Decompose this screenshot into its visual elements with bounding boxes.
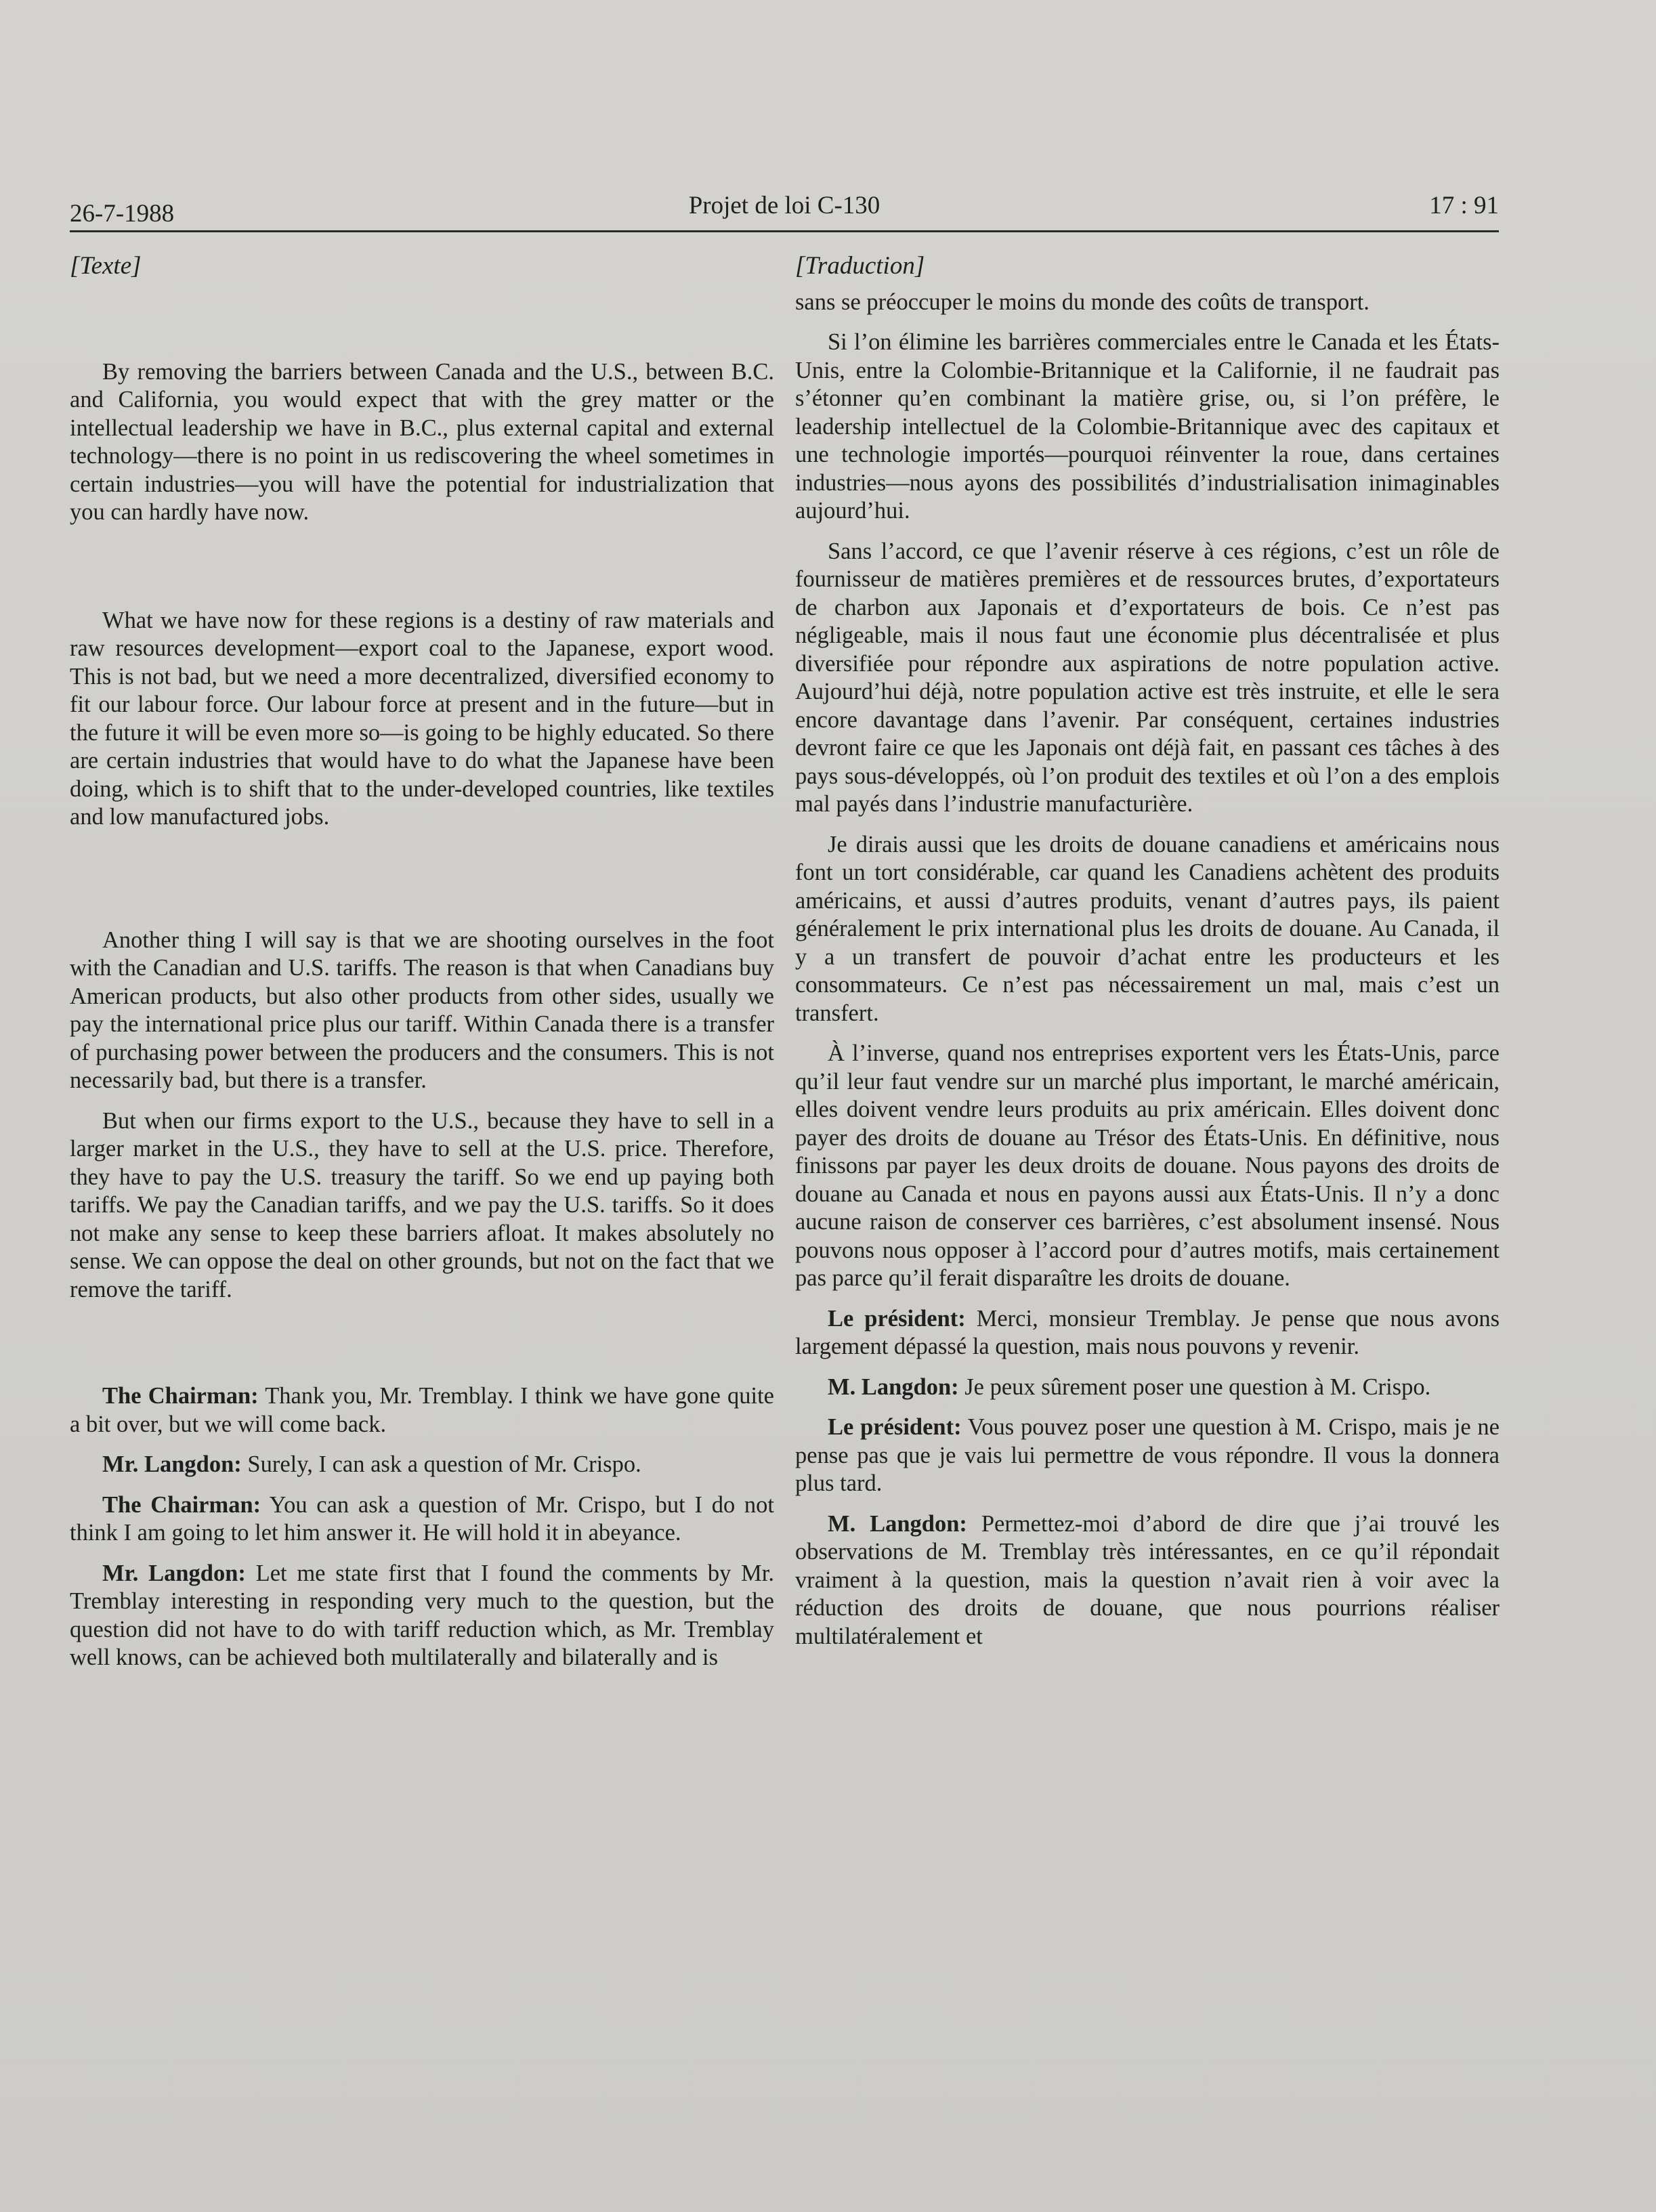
speaker-name: The Chairman: xyxy=(102,1383,259,1409)
speech-text: Je peux sûrement poser une question à M. Crispo. xyxy=(964,1374,1431,1400)
speech-text: Let me state first that I found the comments by Mr. Tremblay interesting in responding very much to the question, but the question did not have to do with tariff reduction which, as Mr. Tremblay well knows, can be achieved both multilaterally and bilaterally and is xyxy=(70,1560,775,1670)
speaker-name: Le président: xyxy=(828,1414,962,1440)
speech-text: Thank you, Mr. Tremblay. I think we have gone quite a bit over, but we will come back. xyxy=(70,1383,774,1437)
right-dialogue-entry xyxy=(795,1510,1500,1651)
left-column-label: [Texte] xyxy=(70,252,142,280)
speaker-name: M. Langdon: xyxy=(828,1374,959,1400)
page-header xyxy=(70,188,1499,229)
header-rule xyxy=(70,230,1499,232)
left-dialogue-entry xyxy=(70,1451,774,1479)
left-paragraph: But when our firms export to the U.S., because they have to sell in a larger market in the U.S., they have to sell at the U.S. price. Therefore, they have to pay the U.S. treasury the tariff. So we end up paying both tariffs. We pay the Canadian tariffs, and we pay the U.S. tariffs. So it does not make any sense to keep these barriers afloat. It makes absolutely no sense. We can oppose the deal on other grounds, but not on the fact that we remove the tariff. xyxy=(70,1107,774,1302)
right-paragraph: Si l’on élimine les barrières commerciales entre le Canada et les États-Unis, entre la Colombie-Britannique et la Californie, il ne faudrait pas s’étonner qu’en combinant la matière grise, ou, si l’on préfère, le leadership intellectuel de la Colombie-Britannique avec des capitaux et une technologie importés—pourquoi réinventer la roue, dans certaines industries—nous ayons des possibilités d’industrialisation inimaginables aujourd’hui. xyxy=(795,329,1500,524)
speaker-name: Le président: xyxy=(828,1305,966,1332)
right-column-label: [Traduction] xyxy=(795,252,925,280)
header-date: 26-7-1988 xyxy=(70,200,175,228)
left-paragraph: Another thing I will say is that we are shooting ourselves in the foot with the Canadian and U.S. tariffs. The reason is that when Canadians buy American products, but also other products from other sides, usually we pay the international price plus our tariff. Within Canada there is a transfer of purchasing power between the producers and the consumers. This is not necessarily bad, but there is a transfer. xyxy=(70,927,774,1093)
speaker-name: Mr. Langdon: xyxy=(102,1451,242,1477)
header-title: Projet de loi C-130 xyxy=(688,192,880,219)
right-column xyxy=(795,252,1500,1651)
left-paragraph: By removing the barriers between Canada and the U.S., between B.C. and California, you would expect that with the grey matter or the intellectual leadership we have in B.C., plus external capital and external technology—there is no point in us rediscovering the wheel sometimes in certain industries—you will have the potential for industrialization that you can hardly have now. xyxy=(70,358,774,525)
speech-text: Surely, I can ask a question of Mr. Crispo. xyxy=(247,1451,641,1477)
right-paragraph: Je dirais aussi que les droits de douane canadiens et américains nous font un tort considérable, car quand les Canadiens achètent des produits américains, et aussi d’autres produits, venant d’autres pays, ils paient généralement le prix international plus les droits de douane. Au Canada, il y a un transfert de pouvoir d’achat entre les producteurs et les consommateurs. Ce n’est pas nécessairement un mal, mais c’est un transfert. xyxy=(795,831,1500,1026)
right-paragraph: À l’inverse, quand nos entreprises exportent vers les États-Unis, parce qu’il leur faut vendre sur un marché plus important, le marché américain, elles doivent vendre leurs produits au prix américain. Elles doivent donc payer des droits de douane au Trésor des États-Unis. En définitive, nous finissons par payer les deux droits de douane. Nous payons des droits de douane au Canada et nous en payons aussi aux États-Unis. Il n’y a donc aucune raison de conserver ces barrières, c’est absolument insensé. Nous pouvons nous opposer à l’accord pour d’autres motifs, mais certainement pas parce qu’il ferait disparaître les droits de douane. xyxy=(795,1040,1500,1291)
right-paragraph: Sans l’accord, ce que l’avenir réserve à ces régions, c’est un rôle de fournisseur de matières premières et de ressources brutes, d’exportateurs de charbon aux Japonais et d’exportateurs de bois. Ce n’est pas négligeable, mais il nous faut une économie plus décentralisée et plus diversifiée pour répondre aux aspirations de notre population active. Aujourd’hui déjà, notre population active est très instruite, et elle le sera encore davantage dans l’avenir. Par conséquent, certaines industries devront faire ce que les Japonais ont déjà fait, en passant ces tâches à des pays sous-développés, où l’on produit des textiles et où l’on a des emplois mal payés dans l’industrie manufacturière. xyxy=(795,538,1500,817)
left-dialogue-entry xyxy=(70,1491,774,1548)
speaker-name: Mr. Langdon: xyxy=(102,1560,246,1586)
right-dialogue-entry xyxy=(795,1305,1500,1361)
speech-text: Vous pouvez poser une question à M. Crispo, mais je ne pense pas que je vais lui permettre de vous répondre. Il vous la donnera plus tard. xyxy=(795,1414,1500,1496)
speaker-name: The Chairman: xyxy=(102,1491,261,1518)
right-dialogue-entry xyxy=(795,1374,1500,1402)
left-paragraph: What we have now for these regions is a destiny of raw materials and raw resources development—export coal to the Japanese, export wood. This is not bad, but we need a more decentralized, diversified economy to fit our labour force. Our labour force at present and in the future—but in the future it will be even more so—is going to be highly educated. So there are certain industries that would have to do what the Japanese have been doing, which is to shift that to the under-developed countries, like textiles and low manufactured jobs. xyxy=(70,607,774,830)
left-dialogue-entry xyxy=(70,1560,774,1672)
left-column xyxy=(70,252,774,1672)
right-dialogue-entry xyxy=(795,1413,1500,1498)
speaker-name: M. Langdon: xyxy=(828,1510,967,1537)
speech-text: Permettez-moi d’abord de dire que j’ai trouvé les observations de M. Tremblay très intéressantes, en ce qu’il répondait vraiment à la question, mais la question n’avait rien à voir avec la réduction des droits de douane, que nous pourrions réaliser multilatéralement et xyxy=(795,1510,1500,1649)
speech-text: You can ask a question of Mr. Crispo, but I do not think I am going to let him answer it. He will hold it in abeyance. xyxy=(70,1491,774,1546)
right-paragraph: sans se préoccuper le moins du monde des coûts de transport. xyxy=(795,289,1370,315)
header-page-number: 17 : 91 xyxy=(1429,192,1499,219)
left-dialogue-entry xyxy=(70,1382,774,1439)
speech-text: Merci, monsieur Tremblay. Je pense que nous avons largement dépassé la question, mais nous pouvons y revenir. xyxy=(795,1305,1500,1359)
